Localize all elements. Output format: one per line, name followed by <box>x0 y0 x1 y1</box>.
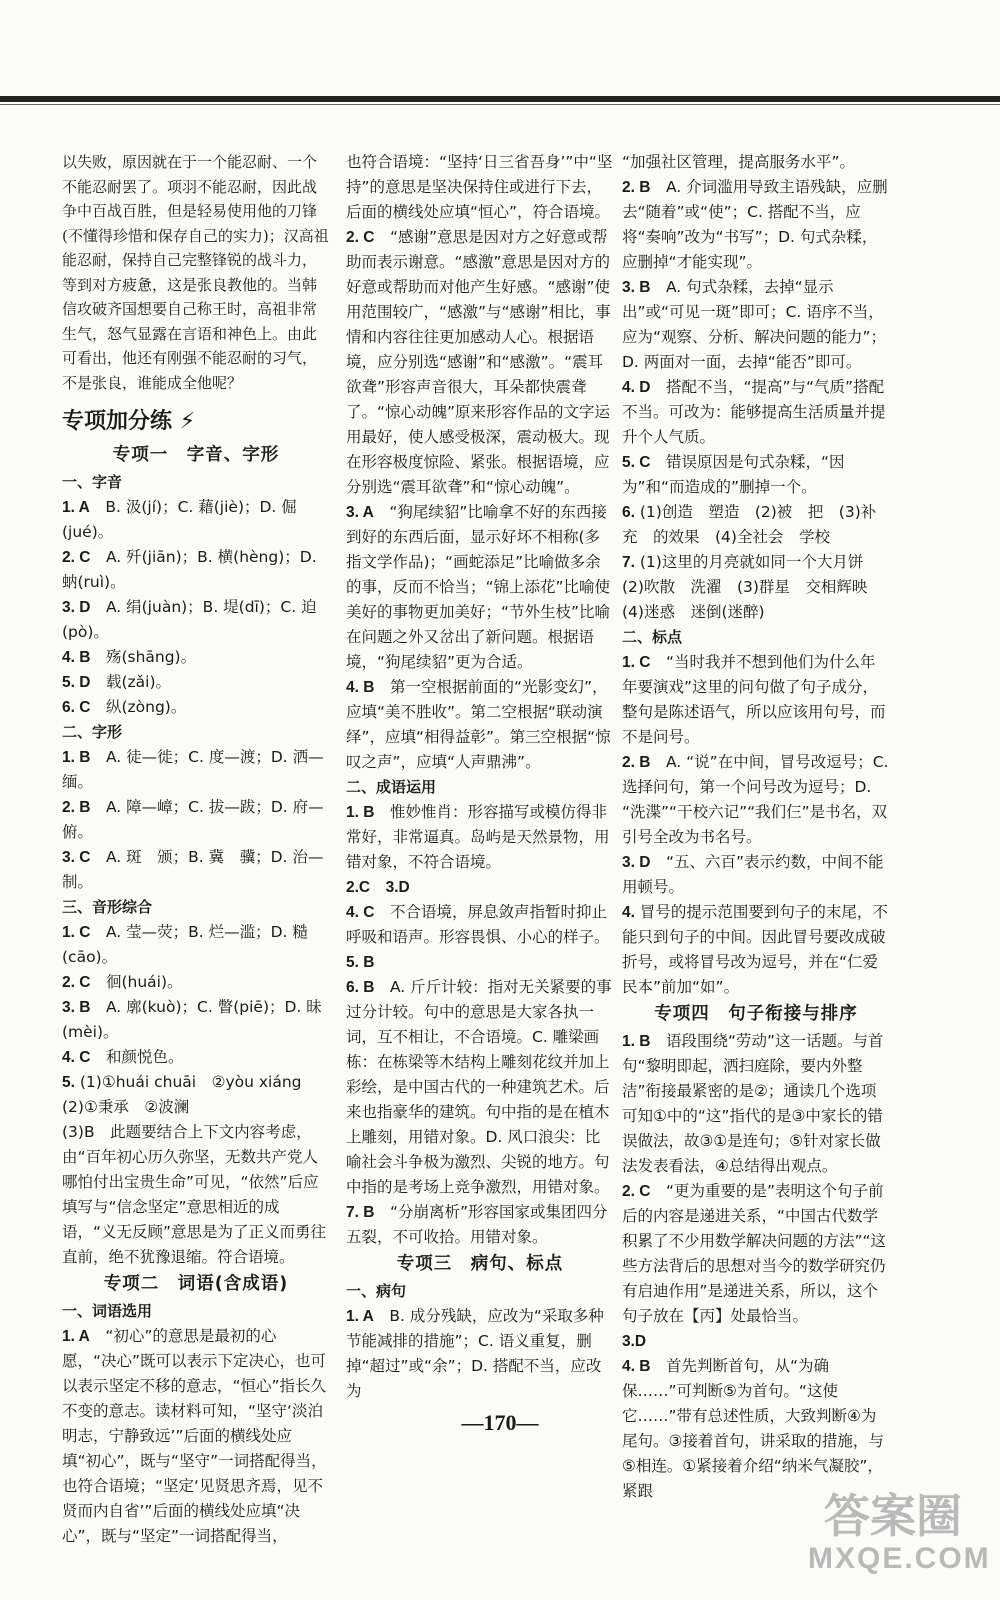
s1-h2: 二、字形 <box>62 723 123 741</box>
answer-text: 载(zǎi)。 <box>105 673 171 691</box>
answer-item: 4. D 搭配不当，“提高”与“气质”搭配不当。可改为：能够提高生活质量并提升个人气质。 <box>622 378 886 446</box>
answer-item: 7. (1)这里的月亮就如同一个大月饼 (2)吹散 洗濯 (3)群星 交相辉映 (4)迷惑 迷倒(迷醉) <box>622 553 883 621</box>
answer-text: “五、六百”表示约数，中间不能用顿号。 <box>622 853 884 896</box>
answer-text: 徊(huái)。 <box>105 973 183 991</box>
answer-item: 1. B 语段围绕“劳动”这一话题。与首句“黎明即起，洒扫庭除，要内外整洁”衔接最紧密的是②；通读几个选项可知①中的“这”指代的是③中家长的错误做法，故③①是连句；⑤针对家长做法发表看法，④总结得出观点。 <box>622 1032 884 1175</box>
answer-item: 3. C A. 斑 颁；B. 冀 骥；D. 治—制。 <box>62 848 324 891</box>
answer-item: 3.D <box>622 1333 647 1350</box>
header-rule-thin <box>0 104 1000 105</box>
answer-item: 6. B A. 斤斤计较：指对无关紧要的事过分计较。句中的意思是大家各执一词，互不相让，不合语境。C. 雕梁画栋：在栋梁等木结构上雕刻花纹并加上彩绘，是中国古代的一种建筑艺术。后来也指豪华的建筑。句中指的是在植木上雕刻，用错对象。D. 风口浪尖：比喻社会斗争极为激烈、尖锐的地方。句中指的是考场上竞争激烈，用错对象。 <box>346 978 612 1196</box>
answer-item: 5. C 错误原因是句式杂糅，“因为”和“而造成的”删掉一个。 <box>622 453 845 496</box>
answer-text: 纵(zòng)。 <box>105 698 187 716</box>
answer-text: “更为重要的是”表明这个句子前后的内容是递进关系，“中国古代数学积累了不少用数学解决问题的方法”“这些方法背后的思想对当今的数学研究仍有启迪作用”是递进关系，所以，这个句子放在【丙】处最恰当。 <box>622 1182 887 1325</box>
answer-text: 冒号的提示范围要到句子的末尾，不能只到句子的中间。因此冒号要改成破折号，或将冒号改为逗号，并在“仁爱民本”前加“如”。 <box>622 903 888 996</box>
answer-item: 1. B A. 徒—徙；C. 度—渡；D. 洒—缅。 <box>62 748 324 791</box>
answer-text: A. 歼(jiān)；B. 横(hèng)；D. 蚋(ruì)。 <box>62 548 317 591</box>
answer-text: 首先判断首句，从“为确保……”可判断⑤为首句。“这使它……”带有总述性质，大致判断④为尾句。③接着首句，讲采取的措施，与⑤相连。①紧接着介绍“纳米气凝胶”，紧跟 <box>622 1357 884 1500</box>
answer-item: 1. C A. 莹—荧；B. 烂—滥；D. 糙(cāo)。 <box>62 923 308 966</box>
answer-text: B. 成分残缺，应改为“采取多种节能减排的措施”；C. 语义重复，删掉“超过”或“余”；D. 搭配不当，应改为 <box>346 1307 604 1400</box>
answer-text: (1)①huái chuāi ②yòu xiáng (2)①秉承 ②波澜 <box>62 1073 318 1116</box>
column-1 <box>62 150 330 1545</box>
answer-text: 语段围绕“劳动”这一话题。与首句“黎明即起，洒扫庭除，要内外整洁”衔接最紧密的是②；通读几个选项可知①中的“这”指代的是③中家长的错误做法，故③①是连句；⑤针对家长做法发表看法，④总结得出观点。 <box>622 1032 884 1175</box>
answer-text: “初心”的意思是最初的心愿，“决心”既可以表示下定决心，也可以表示坚定不移的意志，“恒心”指长久不变的意志。读材料可知，“坚守‘淡泊明志，宁静致远’”后面的横线处应填“初心”，既与“坚守”一词搭配得当，也符合语境；“坚定‘见贤思齐焉，见不贤而内自省’”后面的横线处应填“决心”，既与“坚定”一词搭配得当， <box>62 1327 327 1545</box>
answer-text: A. 介词滥用导致主语残缺，应删去“随着”或“使”；C. 搭配不当，应将“奏响”改为“书写”；D. 句式杂糅，应删掉“才能实现”。 <box>622 178 888 271</box>
answer-text: 惟妙惟肖：形容描写或模仿得非常好，非常逼真。岛屿是天然景物，用错对象，不符合语境。 <box>346 803 610 871</box>
answer-item: 2. B A. 障—嶂；C. 拔—跋；D. 府—俯。 <box>62 798 324 841</box>
answer-text: A. 句式杂糅，去掉“显示出”或“可见一斑”即可；C. 语序不当，应为“观察、分析、解决问题的能力”；D. 两面对一面，去掉“能否”即可。 <box>622 278 887 371</box>
answer-text: A. 障—嶂；C. 拔—跋；D. 府—俯。 <box>62 798 324 841</box>
answer-text: “分崩离析”形容国家或集团四分五裂，不可收拾。用错对象。 <box>346 1203 608 1246</box>
answer-item: 3. D A. 绢(juàn)；B. 堤(dī)；C. 迫(pò)。 <box>62 598 317 641</box>
s3-title: 专项三 病句、标点 <box>396 1254 564 1274</box>
answer-text: A. 莹—荧；B. 烂—滥；D. 糙(cāo)。 <box>62 923 308 966</box>
section-heading <box>62 407 330 437</box>
answer-item: 4. B 首先判断首句，从“为确保……”可判断⑤为首句。“这使它……”带有总述性质，大致判断④为尾句。③接着首句，讲采取的措施，与⑤相连。①紧接着介绍“纳米气凝胶”，紧跟 <box>622 1357 884 1500</box>
answer-text: (1)创造 塑造 (2)被 把 (3)补充 的效果 (4)全社会 学校 <box>622 503 877 546</box>
answer-text: A. 斑 颁；B. 冀 骥；D. 治—制。 <box>62 848 324 891</box>
answer-item: 6. (1)创造 塑造 (2)被 把 (3)补充 的效果 (4)全社会 学校 <box>622 503 877 546</box>
watermark <box>808 1490 991 1576</box>
lightning-icon: ⚡ <box>179 409 196 434</box>
answer-item: 4. B 第一空根据前面的“光影变幻”，应填“美不胜收”。第二空根据“联动演绎”，应填“相得益彰”。第三空根据“惊叹之声”，应填“人声鼎沸”。 <box>346 678 611 771</box>
answer-item: 6. C 纵(zòng)。 <box>62 698 187 716</box>
page-number: —170— <box>461 1410 539 1435</box>
answer-text: A. 廓(kuò)；C. 瞥(piē)；D. 昧(mèi)。 <box>62 998 322 1041</box>
s2-title: 专项二 词语(含成语) <box>103 1274 289 1294</box>
answer-item: 2. B A. 介词滥用导致主语残缺，应删去“随着”或“使”；C. 搭配不当，应将“奏响”改为“书写”；D. 句式杂糅，应删掉“才能实现”。 <box>622 178 888 271</box>
answer-item: 2. C A. 歼(jiān)；B. 横(hèng)；D. 蚋(ruì)。 <box>62 548 317 591</box>
answer-text: 不合语境，屏息敛声指暂时抑止呼吸和语声。形容畏惧、小心的样子。 <box>346 903 610 946</box>
s3-h1: 一、病句 <box>346 1282 407 1300</box>
s1-h1: 一、字音 <box>62 473 123 491</box>
answer-item: 1. B 惟妙惟肖：形容描写或模仿得非常好，非常逼真。岛屿是天然景物，用错对象，不符合语境。 <box>346 803 610 871</box>
intro-paragraph: 以失败，原因就在于一个能忍耐、一个不能忍耐罢了。项羽不能忍耐，因此战争中百战百胜，但是轻易使用他的刀锋(不懂得珍惜和保存自己的实力)；汉高祖能忍耐，保持自己完整锋锐的战斗力，等到对方疲惫，这是张良教他的。当韩信攻破齐国想要自己称王时，高祖非常生气，怒气显露在言语和神色上。由此可看出，他还有刚强不能忍耐的习气，不是张良，谁能成全他呢？ <box>62 153 329 392</box>
answer-text: A. 斤斤计较：指对无关紧要的事过分计较。句中的意思是大家各执一词，互不相让，不合语境。C. 雕梁画栋：在栋梁等木结构上雕刻花纹并加上彩绘，是中国古代的一种建筑艺术。后来也指豪华的建筑。句中指的是在植木上雕刻，用错对象。D. 风口浪尖：比喻社会斗争极为激烈、尖锐的地方。句中指的是考场上竞争激烈，用错对象。 <box>346 978 612 1196</box>
answer-text: 殇(shāng)。 <box>105 648 197 666</box>
answer-item: 1. C “当时我并不想到他们为什么年年要演戏”这里的问句做了句子成分，整句是陈述语气，所以应该用句号，而不是问号。 <box>622 653 886 746</box>
answer-text: “狗尾续貂”比喻拿不好的东西接到好的东西后面，显示好坏不相称(多指文学作品)；“画蛇添足”比喻做多余的事，反而不恰当；“锦上添花”比喻使美好的事物更加美好；“节外生枝”比喻在问题之外又岔出了新问题。根据语境，“狗尾续貂”更为合适。 <box>346 503 611 671</box>
answer-item: 3. B A. 句式杂糅，去掉“显示出”或“可见一斑”即可；C. 语序不当，应为“观察、分析、解决问题的能力”；D. 两面对一面，去掉“能否”即可。 <box>622 278 887 371</box>
column-3 <box>622 150 890 1500</box>
answer-item: 3. A “狗尾续貂”比喻拿不好的东西接到好的东西后面，显示好坏不相称(多指文学作品)；“画蛇添足”比喻做多余的事，反而不恰当；“锦上添花”比喻使美好的事物更加美好；“节外生枝”比喻在问题之外又岔出了新问题。根据语境，“狗尾续貂”更为合适。 <box>346 503 611 671</box>
header-rule <box>0 96 1000 102</box>
answer-item: 2.C 3.D <box>346 879 410 896</box>
answer-item: 5. (1)①huái chuāi ②yòu xiáng (2)①秉承 ②波澜 <box>62 1073 318 1116</box>
answer-item: 7. B “分崩离析”形容国家或集团四分五裂，不可收拾。用错对象。 <box>346 1203 608 1246</box>
answer-item: 5. D 载(zǎi)。 <box>62 673 171 691</box>
answer-text: (1)这里的月亮就如同一个大月饼 (2)吹散 洗濯 (3)群星 交相辉映 (4)迷惑 迷倒(迷醉) <box>622 553 883 621</box>
answer-item: 3. D “五、六百”表示约数，中间不能用顿号。 <box>622 853 884 896</box>
column-2 <box>346 150 614 1400</box>
s1-h3: 三、音形综合 <box>62 898 153 916</box>
answer-item: 4. C 不合语境，屏息敛声指暂时抑止呼吸和语声。形容畏惧、小心的样子。 <box>346 903 610 946</box>
watermark-url: MXQE.COM <box>808 1542 991 1575</box>
answer-item: 1. A B. 成分残缺，应改为“采取多种节能减排的措施”；C. 语义重复，删掉“超过”或“余”；D. 搭配不当，应改为 <box>346 1307 604 1400</box>
watermark-logo: 答案圈 <box>824 1490 962 1542</box>
s2-h2: 二、成语运用 <box>346 778 437 796</box>
answer-text: 和颜悦色。 <box>105 1048 184 1066</box>
answer-text: 搭配不当，“提高”与“气质”搭配不当。可改为：能够提高生活质量并提升个人气质。 <box>622 378 886 446</box>
answer-text: A. “说”在中间，冒号改逗号；C. 选择问句，第一个问号改为逗号；D. “洗渫”“干校六记”“我们仨”是书名，双引号全改为书名号。 <box>622 753 889 846</box>
s1-title: 专项一 字音、字形 <box>112 445 280 465</box>
answer-item: 4. C 和颜悦色。 <box>62 1048 184 1066</box>
answer-text: A. 徒—徙；C. 度—渡；D. 洒—缅。 <box>62 748 324 791</box>
answer-text: B. 汲(jí)；C. 藉(jiè)；D. 倔(jué)。 <box>62 498 297 541</box>
answer-text: 也符合语境：“坚持‘日三省吾身’”中“坚持”的意思是坚决保持住或进行下去，后面的横线处应填“恒心”，符合语境。 <box>346 153 613 221</box>
answer-text: “感谢”意思是因对方之好意或帮助而表示谢意。“感激”意思是因对方的好意或帮助而对他产生好感。“感谢”使用范围较广，“感激”与“感谢”相比，事情和内容往往更加感动人心。根据语境，应分别选“感谢”和“感激”。“震耳欲聋”形容声音很大，耳朵都快震聋了。“惊心动魄”原来形容作品的文字运用最好，使人感受极深，震动极大。现在形容极度惊险、紧张。根据语境，应分别选“震耳欲聋”和“惊心动魄”。 <box>346 228 611 496</box>
answer-text: “当时我并不想到他们为什么年年要演戏”这里的问句做了句子成分，整句是陈述语气，所以应该用句号，而不是问号。 <box>622 653 886 746</box>
answer-text: “加强社区管理，提高服务水平”。 <box>622 153 856 171</box>
answer-item: 3. B A. 廓(kuò)；C. 瞥(piē)；D. 昧(mèi)。 <box>62 998 322 1041</box>
answer-item: 2. C 徊(huái)。 <box>62 973 183 991</box>
s3-h2: 二、标点 <box>622 628 683 646</box>
answer-item: 5. B <box>346 954 375 971</box>
answer-text: 错误原因是句式杂糅，“因为”和“而造成的”删掉一个。 <box>622 453 845 496</box>
answer-text: 第一空根据前面的“光影变幻”，应填“美不胜收”。第二空根据“联动演绎”，应填“相得益彰”。第三空根据“惊叹之声”，应填“人声鼎沸”。 <box>346 678 611 771</box>
answer-item: 2. C “感谢”意思是因对方之好意或帮助而表示谢意。“感激”意思是因对方的好意或帮助而对他产生好感。“感谢”使用范围较广，“感激”与“感谢”相比，事情和内容往往更加感动人心。根据语境，应分别选“感谢”和“感激”。“震耳欲聋”形容声音很大，耳朵都快震聋了。“惊心动魄”原来形容作品的文字运用最好，使人感受极深，震动极大。现在形容极度惊险、紧张。根据语境，应分别选“震耳欲聋”和“惊心动魄”。 <box>346 228 611 496</box>
s4-title: 专项四 句子衔接与排序 <box>654 1004 858 1024</box>
answer-item: 4. 冒号的提示范围要到句子的末尾，不能只到句子的中间。因此冒号要改成破折号，或将冒号改为逗号，并在“仁爱民本”前加“如”。 <box>622 903 888 996</box>
answer-item: 2. C “更为重要的是”表明这个句子前后的内容是递进关系，“中国古代数学积累了不少用数学解决问题的方法”“这些方法背后的思想对当今的数学研究仍有启迪作用”是递进关系，所以，这个句子放在【丙】处最恰当。 <box>622 1182 887 1325</box>
answer-item: 4. B 殇(shāng)。 <box>62 648 197 666</box>
section-heading-text: 专项加分练 <box>62 409 173 434</box>
answer-item: 2. B A. “说”在中间，冒号改逗号；C. 选择问句，第一个问号改为逗号；D. “洗渫”“干校六记”“我们仨”是书名，双引号全改为书名号。 <box>622 753 889 846</box>
answer-text: (3)B 此题要结合上下文内容考虑，由“百年初心历久弥坚，无数共产党人哪怕付出宝贵生命”可见，“依然”后应填写与“信念坚定”意思相近的成语，“义无反顾”意思是为了正义而勇往直前，绝不犹豫退缩。符合语境。 <box>62 1123 327 1266</box>
answer-item: 1. A B. 汲(jí)；C. 藉(jiè)；D. 倔(jué)。 <box>62 498 297 541</box>
s2-h1: 一、词语选用 <box>62 1302 153 1320</box>
answer-text: A. 绢(juàn)；B. 堤(dī)；C. 迫(pò)。 <box>62 598 317 641</box>
answer-item: 1. A “初心”的意思是最初的心愿，“决心”既可以表示下定决心，也可以表示坚定不移的意志，“恒心”指长久不变的意志。读材料可知，“坚守‘淡泊明志，宁静致远’”后面的横线处应填“初心”，既与“坚守”一词搭配得当，也符合语境；“坚定‘见贤思齐焉，见不贤而内自省’”后面的横线处应填“决心”，既与“坚定”一词搭配得当， <box>62 1327 327 1545</box>
